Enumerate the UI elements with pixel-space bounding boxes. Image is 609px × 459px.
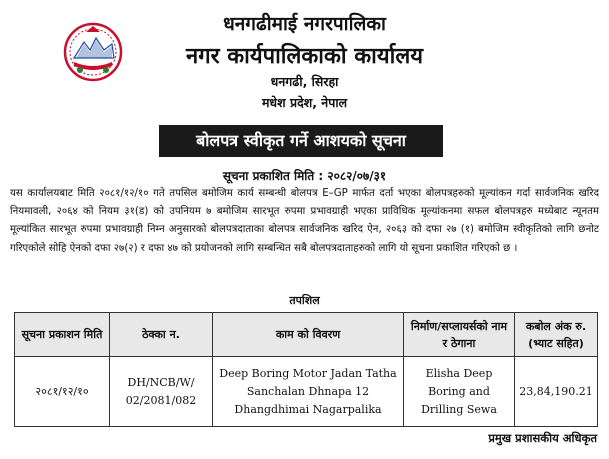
header-contractor: निर्माण/सप्लायर्सको नाम र ठेगाना	[404, 313, 515, 357]
cell-amount: 23,84,190.21	[515, 357, 598, 427]
published-date: सूचना प्रकाशित मिति : २०८२/०७/३१	[222, 169, 387, 183]
address-line-2: मधेश प्रदेश, नेपाल	[261, 95, 348, 110]
office-name: नगर कार्यपालिकाको कार्यालय	[186, 43, 423, 69]
table-row	[15, 357, 598, 427]
notice-title-banner: बोलपत्र स्वीकृत गर्ने आशयको सूचना	[159, 125, 443, 157]
cell-date: २०८१/१२/१०	[15, 357, 110, 427]
address-line-1: धनगढी, सिरहा	[270, 74, 339, 89]
cell-contractor: Elisha Deep Boring and Drilling Sewa	[404, 357, 515, 427]
signatory-title: प्रमुख प्रशासकीय अधिकृत	[488, 431, 597, 445]
header-description: काम को विवरण	[213, 313, 404, 357]
notice-body: यस कार्यालयबाट मिति २०८१/१२/१० गते तपसिल बमोजिम कार्य सम्बन्धी बोलपत्र E–GP मार्फत दर्ता भएका बोलपत्रहरुको मूल्यांकन गर्दा सार्वजनिक खरिद नियमावली, २०६४ को नियम ३१(ड) को उपनियम ७ बमोजिम सारभूत रुपमा प्रभावग्राही भएका प्राविधिक मूल्यांकनमा सफल बोलपत्रहरु मध्येबाट न्यूनतम मूल्यांकित सारभूत रुपमा प्रभावग्राही निम्न अनुसारको बोलपत्रदाताका बोलपत्र सार्वजनिक खरिद ऐन, २०६३ को दफा २७ (१) बमोजिम स्वीकृतिको लागि छनोट गरिएकोले सोहि ऐनको दफा २७(२) र दफा ४७ को प्रयोजनको लागि सम्बन्धित सबै बोलपत्रदाताहरुको लागि यो सूचना प्रकाशित गरिएको छ ।	[10, 188, 599, 254]
header-amount: कबोल अंक रु. (भ्याट सहित)	[515, 313, 598, 357]
cell-contract-no: DH/NCB/W/ 02/2081/082	[110, 357, 213, 427]
table-caption: तपशिल	[289, 294, 320, 307]
municipality-name: धनगढीमाई नगरपालिका	[223, 13, 386, 35]
header-date: सूचना प्रकाशन मिति	[15, 313, 110, 357]
cell-description: Deep Boring Motor Jadan Tatha Sanchalan Dhnapa 12 Dhangdhimai Nagarpalika	[213, 357, 404, 427]
letterhead	[0, 0, 609, 118]
contract-table	[14, 312, 598, 427]
header-contract-no: ठेक्का न.	[110, 313, 213, 357]
table-header-row	[15, 313, 598, 357]
